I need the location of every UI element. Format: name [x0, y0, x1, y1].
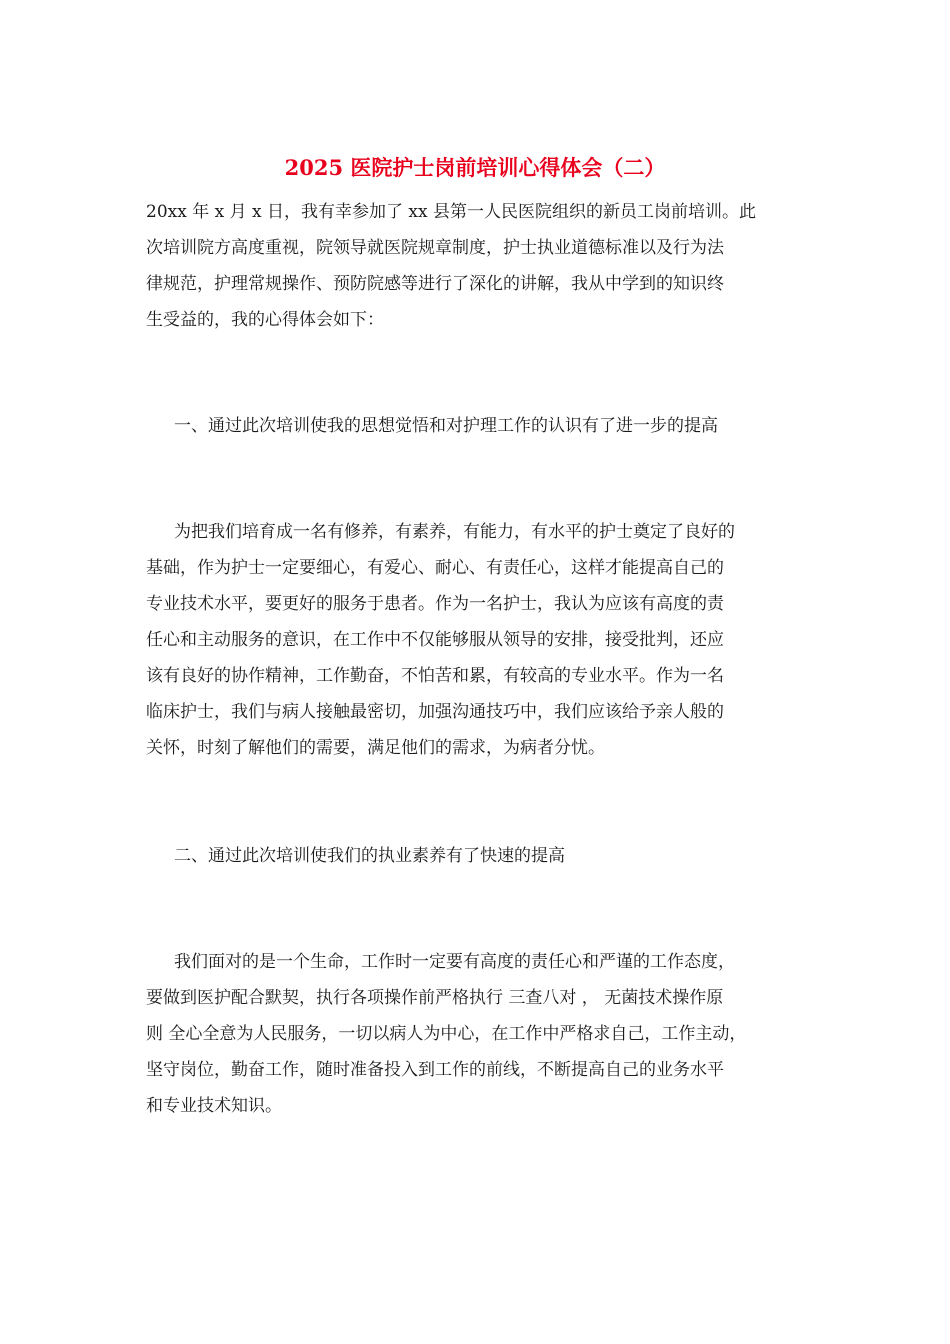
- intro-line-1: 20xx 年 x 月 x 日，我有幸参加了 xx 县第一人民医院组织的新员工岗前培训。此: [146, 202, 756, 222]
- paragraph-1-line-3: 专业技术水平，要更好的服务于患者。作为一名护士，我认为应该有高度的责: [146, 594, 724, 614]
- section-heading-1: 一、通过此次培训使我的思想觉悟和对护理工作的认识有了进一步的提高: [174, 416, 718, 436]
- paragraph-1-line-6: 临床护士，我们与病人接触最密切，加强沟通技巧中，我们应该给予亲人般的: [146, 702, 724, 722]
- paragraph-1-line-2: 基础，作为护士一定要细心，有爱心、耐心、有责任心，这样才能提高自己的: [146, 558, 724, 578]
- paragraph-1-line-7: 关怀，时刻了解他们的需要，满足他们的需求，为病者分忧。: [146, 738, 605, 758]
- intro-line-2: 次培训院方高度重视，院领导就医院规章制度，护士执业道德标准以及行为法: [146, 238, 724, 258]
- paragraph-1-line-4: 任心和主动服务的意识，在工作中不仅能够服从领导的安排，接受批判，还应: [146, 630, 724, 650]
- paragraph-2-line-3: 则 全心全意为人民服务，一切以病人为中心，在工作中严格求自己，工作主动，: [146, 1024, 747, 1044]
- paragraph-1-line-1: 为把我们培育成一名有修养，有素养，有能力，有水平的护士奠定了良好的: [174, 522, 735, 542]
- section-heading-2: 二、通过此次培训使我们的执业素养有了快速的提高: [174, 846, 565, 866]
- paragraph-2-line-4: 坚守岗位，勤奋工作，随时准备投入到工作的前线，不断提高自己的业务水平: [146, 1060, 724, 1080]
- intro-line-3: 律规范，护理常规操作、预防院感等进行了深化的讲解，我从中学到的知识终: [146, 274, 724, 294]
- paragraph-2-line-5: 和专业技术知识。: [146, 1096, 282, 1116]
- paragraph-1-line-5: 该有良好的协作精神，工作勤奋，不怕苦和累，有较高的专业水平。作为一名: [146, 666, 724, 686]
- paragraph-2-line-1: 我们面对的是一个生命，工作时一定要有高度的责任心和严谨的工作态度，: [174, 952, 735, 972]
- document-title: 2025 医院护士岗前培训心得体会（二）: [284, 155, 666, 180]
- paragraph-2-line-2: 要做到医护配合默契，执行各项操作前严格执行 三查八对 ， 无菌技术操作原: [146, 988, 724, 1008]
- intro-line-4: 生受益的，我的心得体会如下：: [146, 310, 384, 330]
